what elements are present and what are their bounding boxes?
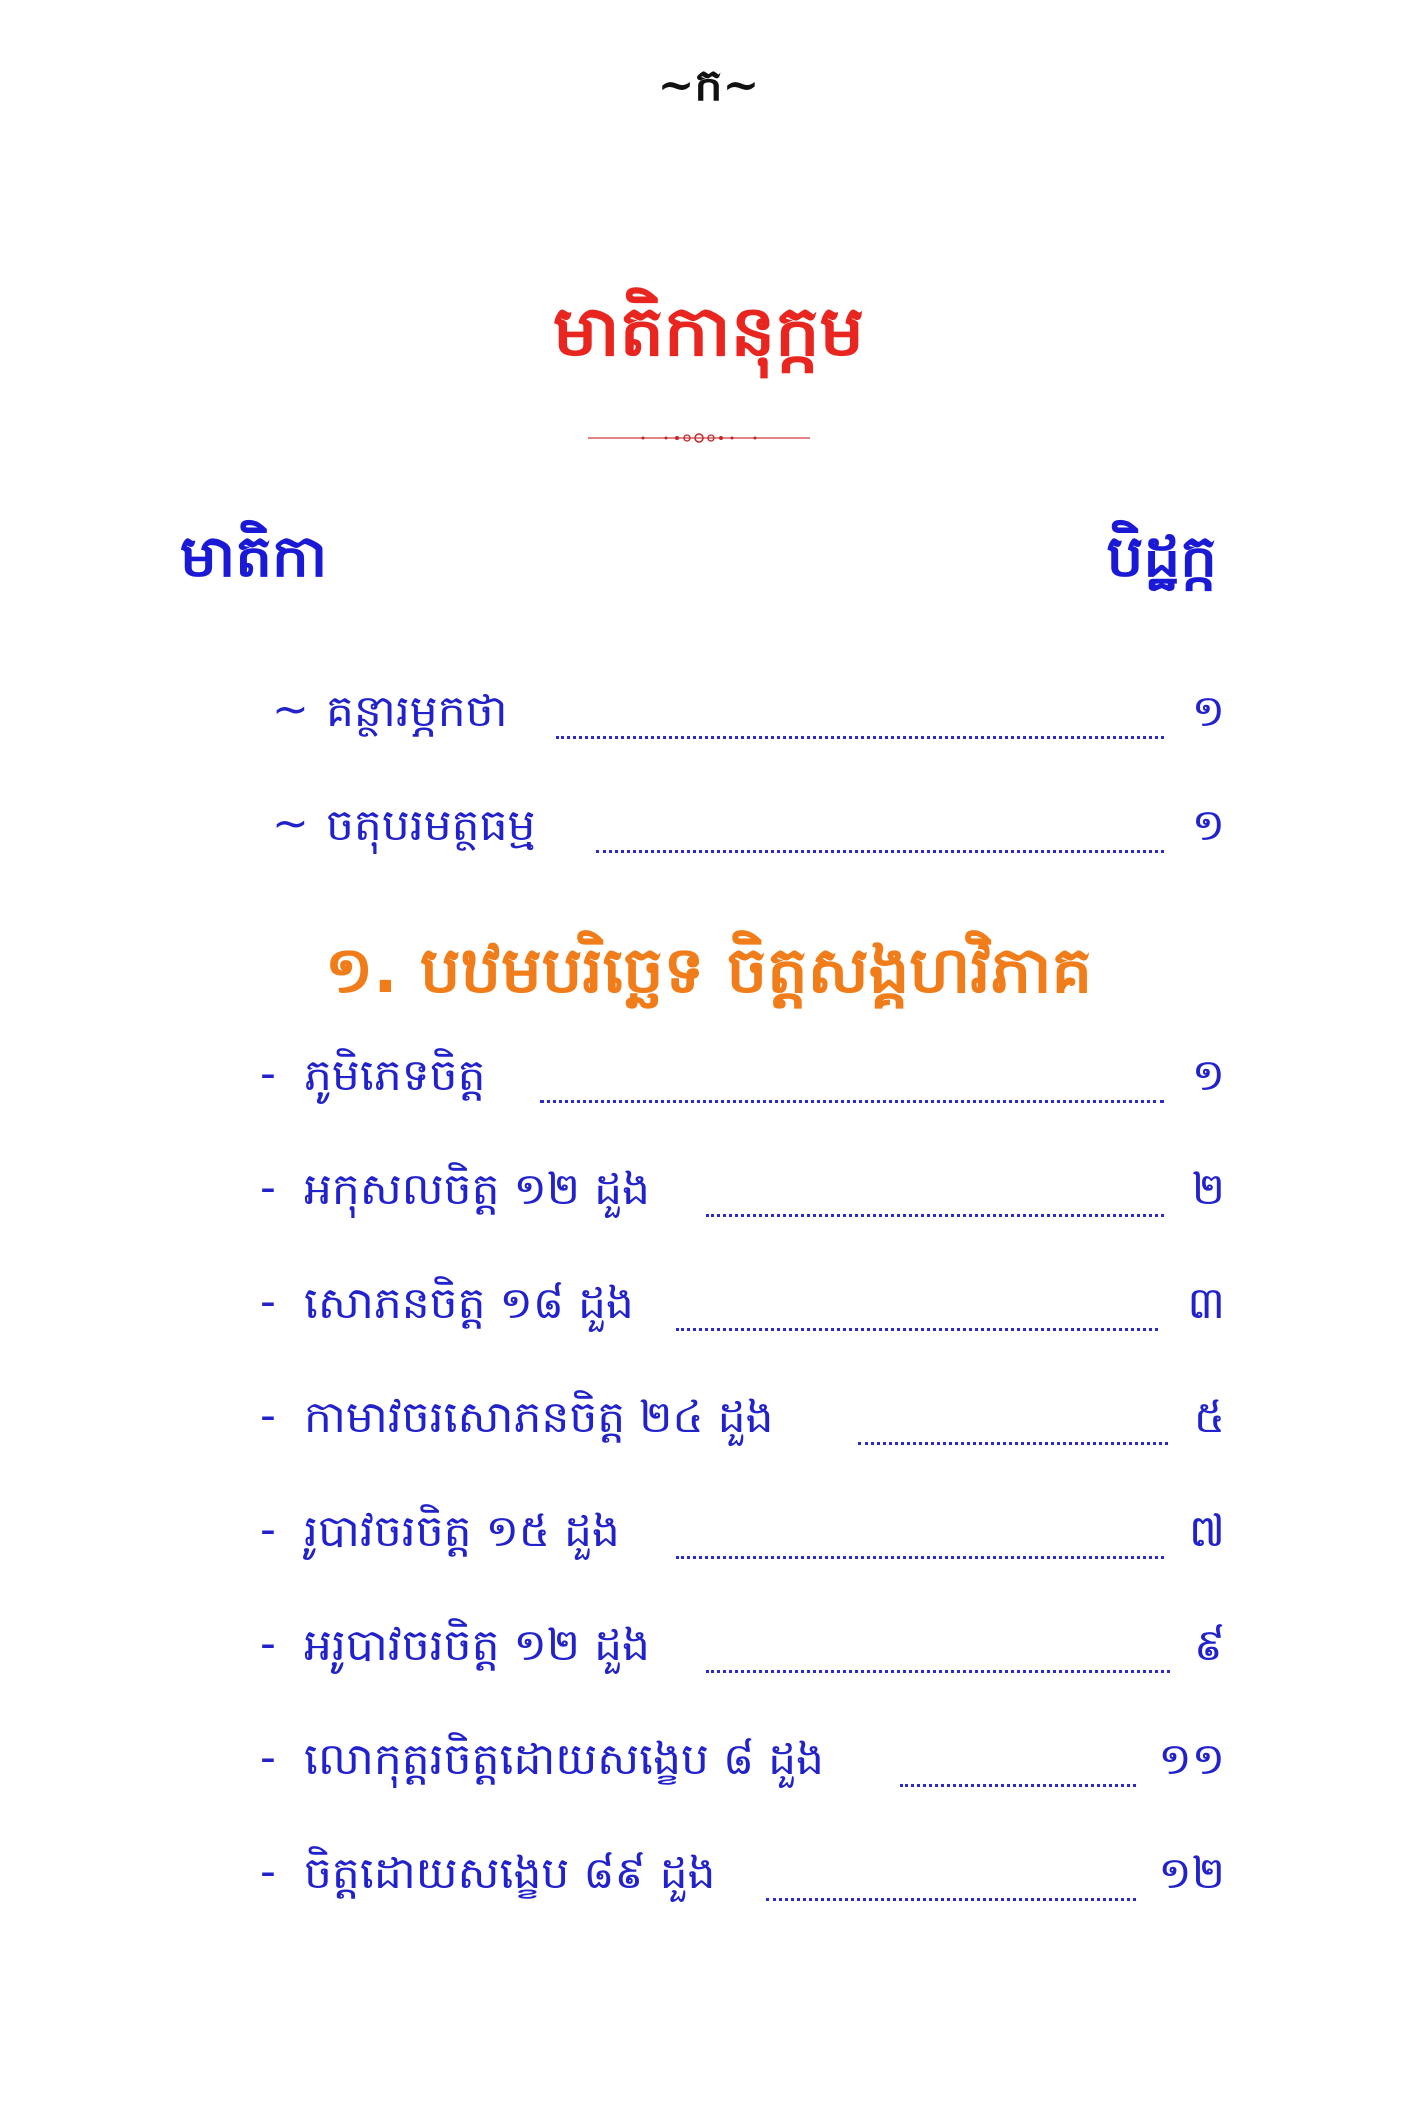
- toc-row[interactable]: [0, 1732, 1417, 1802]
- row-bullet: -: [260, 1162, 276, 1213]
- dot-leader: [556, 684, 1164, 739]
- row-page-number: ១: [1191, 1050, 1225, 1101]
- toc-row[interactable]: [0, 1048, 1417, 1118]
- chapter-heading: ១. បឋមបរិច្ឆេទ ចិត្តសង្គហវិភាគ: [324, 934, 1093, 1008]
- dot-leader: [676, 1276, 1158, 1331]
- dot-leader: [706, 1618, 1170, 1673]
- dot-leader: [540, 1048, 1164, 1103]
- row-page-number: ១: [1191, 800, 1225, 851]
- row-label: សោភនចិត្ត ១៨ ដួង: [304, 1278, 634, 1329]
- row-page-number: ១: [1191, 686, 1225, 737]
- row-bullet: -: [260, 1618, 276, 1669]
- dot-leader: [900, 1732, 1136, 1787]
- dot-leader: [858, 1390, 1168, 1445]
- toc-row[interactable]: [0, 684, 1417, 754]
- ornament-divider: [588, 430, 810, 446]
- dot-leader: [596, 798, 1164, 853]
- toc-row[interactable]: [0, 798, 1417, 868]
- toc-row[interactable]: [0, 1276, 1417, 1346]
- row-label: កាមាវចរសោភនចិត្ត ២៤ ដួង: [304, 1392, 774, 1443]
- row-bullet: ~: [272, 684, 309, 735]
- row-label: អកុសលចិត្ត ១២ ដួង: [304, 1164, 650, 1215]
- dot-leader: [766, 1846, 1136, 1901]
- row-page-number: ២: [1191, 1164, 1225, 1215]
- column-heading-page: បិដ្ឋក្ក: [1106, 522, 1217, 590]
- row-label: គន្ថារម្ភកថា: [326, 686, 508, 737]
- row-label: ចិត្តដោយសង្ខេប ៨៩ ដួង: [304, 1848, 716, 1899]
- row-page-number: ១២: [1158, 1848, 1225, 1899]
- row-bullet: -: [260, 1504, 276, 1555]
- row-page-number: ៥: [1193, 1392, 1225, 1443]
- page-marker: ~ក~: [657, 60, 760, 111]
- toc-row[interactable]: [0, 1618, 1417, 1688]
- dot-leader: [706, 1162, 1164, 1217]
- row-label: លោកុត្តរចិត្តដោយសង្ខេប ៨ ដួង: [304, 1734, 824, 1785]
- toc-row[interactable]: [0, 1504, 1417, 1574]
- row-bullet: -: [260, 1846, 276, 1897]
- row-bullet: -: [260, 1732, 276, 1783]
- toc-row[interactable]: [0, 1390, 1417, 1460]
- row-label: ភូមិភេទចិត្ត: [304, 1050, 486, 1101]
- toc-row[interactable]: [0, 1162, 1417, 1232]
- toc-row[interactable]: [0, 1846, 1417, 1916]
- page-title: មាតិកានុក្កម: [552, 290, 865, 372]
- row-page-number: ១១: [1158, 1734, 1225, 1785]
- row-page-number: ៣: [1187, 1278, 1225, 1329]
- row-bullet: ~: [272, 798, 309, 849]
- row-bullet: -: [260, 1390, 276, 1441]
- row-label: រូបាវចរចិត្ត ១៥ ដួង: [304, 1506, 620, 1557]
- row-page-number: ៧: [1188, 1506, 1225, 1557]
- row-label: ចតុបរមត្ថធម្ម: [326, 800, 536, 851]
- dot-leader: [676, 1504, 1164, 1559]
- row-bullet: -: [260, 1048, 276, 1099]
- column-heading-contents: មាតិកា: [180, 522, 328, 590]
- row-page-number: ៩: [1193, 1620, 1225, 1671]
- row-label: អរូបាវចរចិត្ត ១២ ដួង: [304, 1620, 650, 1671]
- row-bullet: -: [260, 1276, 276, 1327]
